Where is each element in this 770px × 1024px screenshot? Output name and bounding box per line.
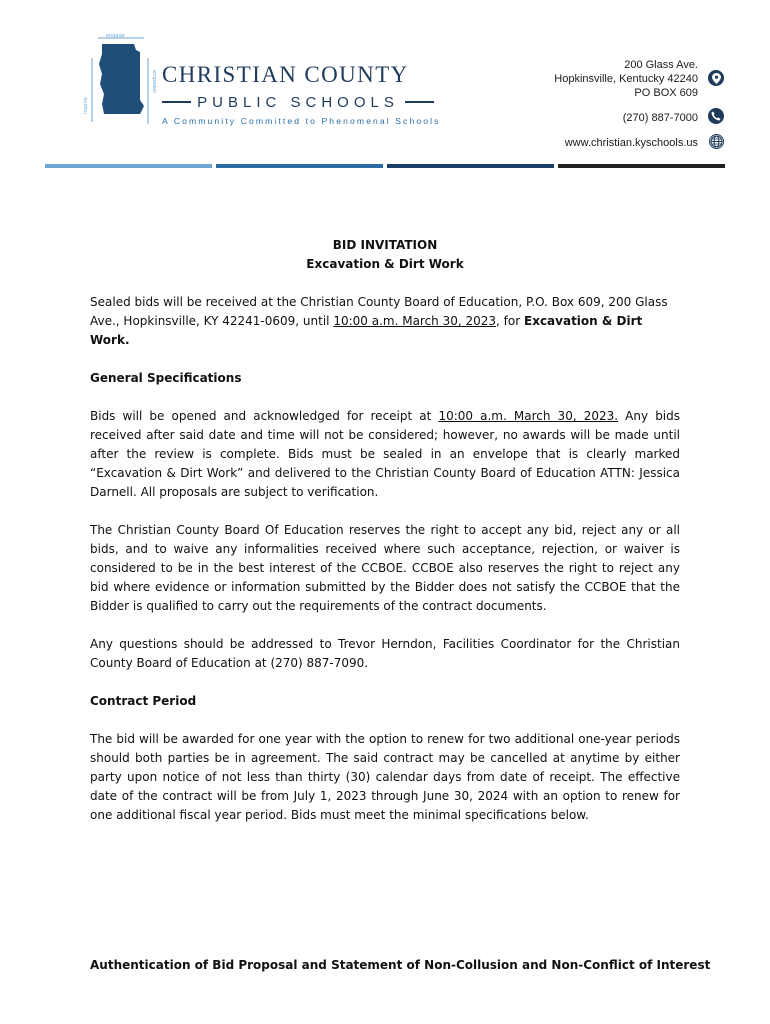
phone-number: (270) 887-7000 (622, 112, 698, 124)
org-tagline: A Community Committed to Phenomenal Schools (162, 116, 441, 126)
bid-opening-paragraph (90, 407, 680, 502)
address-line-1: 200 Glass Ave. (624, 59, 698, 71)
intro-text-middle: , for (496, 314, 524, 328)
project-name: Excavation & Dirt Work. (90, 314, 643, 347)
logo-word-engage: engage (106, 33, 125, 39)
document-body (90, 236, 680, 844)
general-specifications-heading: General Specifications (90, 371, 242, 385)
header-rule-segment (387, 164, 554, 168)
subtitle-rule-left (162, 101, 191, 103)
address-block (554, 58, 698, 100)
logo-word-inspire: inspire (83, 97, 89, 114)
header-rule-segment (558, 164, 725, 168)
address-line-3: PO BOX 609 (634, 87, 698, 99)
phone-icon (708, 108, 724, 124)
website-url: www.christian.kyschools.us (564, 137, 698, 149)
intro-text: Sealed bids will be received at the Christian County Board of Education, P.O. Box 609, 200 Glass Ave., Hopkinsville, KY 42241-0609, until (90, 295, 668, 328)
org-subtitle-row (162, 92, 434, 112)
opening-deadline: 10:00 a.m. March 30, 2023. (438, 409, 619, 423)
authentication-heading: Authentication of Bid Proposal and Statement of Non-Collusion and Non-Conflict of Interest (90, 958, 711, 972)
contract-period-heading: Contract Period (90, 694, 197, 708)
bid-deadline: 10:00 a.m. March 30, 2023 (333, 314, 497, 328)
bid-opening-text-rest: Any bids received after said date and time will not be considered; however, no awards will be made until after the review is complete. Bids must be sealed in an envelope that is clearly marked “Excavation & Dirt Work” and delivered to the Christian County Board of Education ATTN: Jessica Darnell. All proposals are subject to verification. (90, 409, 681, 499)
subtitle-rule-right (405, 101, 434, 103)
org-subtitle: PUBLIC SCHOOLS (197, 93, 399, 111)
document-subtitle: Excavation & Dirt Work (306, 257, 464, 271)
county-map-logo (84, 34, 158, 130)
globe-icon (709, 134, 724, 149)
bid-opening-text: Bids will be opened and acknowledged for receipt at (90, 409, 439, 423)
board-rights-paragraph: The Christian County Board Of Education reserves the right to accept any bid, reject any or all bids, and to waive any informalities received where such acceptance, rejection, or waiver is considered to be in the best interest of the CCBOE. CCBOE also reserves the right to reject any bid where evidence or information submitted by the Bidder does not satisfy the CCBOE that the Bidder is qualified to carry out the requirements of the contract documents. (90, 523, 680, 613)
address-line-2: Hopkinsville, Kentucky 42240 (554, 73, 698, 85)
contract-period-paragraph: The bid will be awarded for one year with the option to renew for two additional one-year periods should both parties be in agreement. The said contract may be cancelled at anytime by either party upon notice of not less than thirty (30) calendar days from date of receipt. The effective date of the contract will be from July 1, 2023 through June 30, 2024 with an option to renew for one additional fiscal year period. Bids must meet the minimal specifications below. (90, 732, 680, 822)
location-pin-icon (708, 70, 724, 86)
logo-word-empower: empower (151, 70, 157, 94)
header-rule-segment (45, 164, 212, 168)
questions-paragraph: Any questions should be addressed to Trevor Herndon, Facilities Coordinator for the Christian County Board of Education at (270) 887-7090. (90, 637, 680, 670)
document-title: BID INVITATION (332, 238, 438, 252)
intro-paragraph (90, 293, 680, 350)
org-name: CHRISTIAN COUNTY (162, 62, 409, 87)
header-rule-segment (216, 164, 383, 168)
